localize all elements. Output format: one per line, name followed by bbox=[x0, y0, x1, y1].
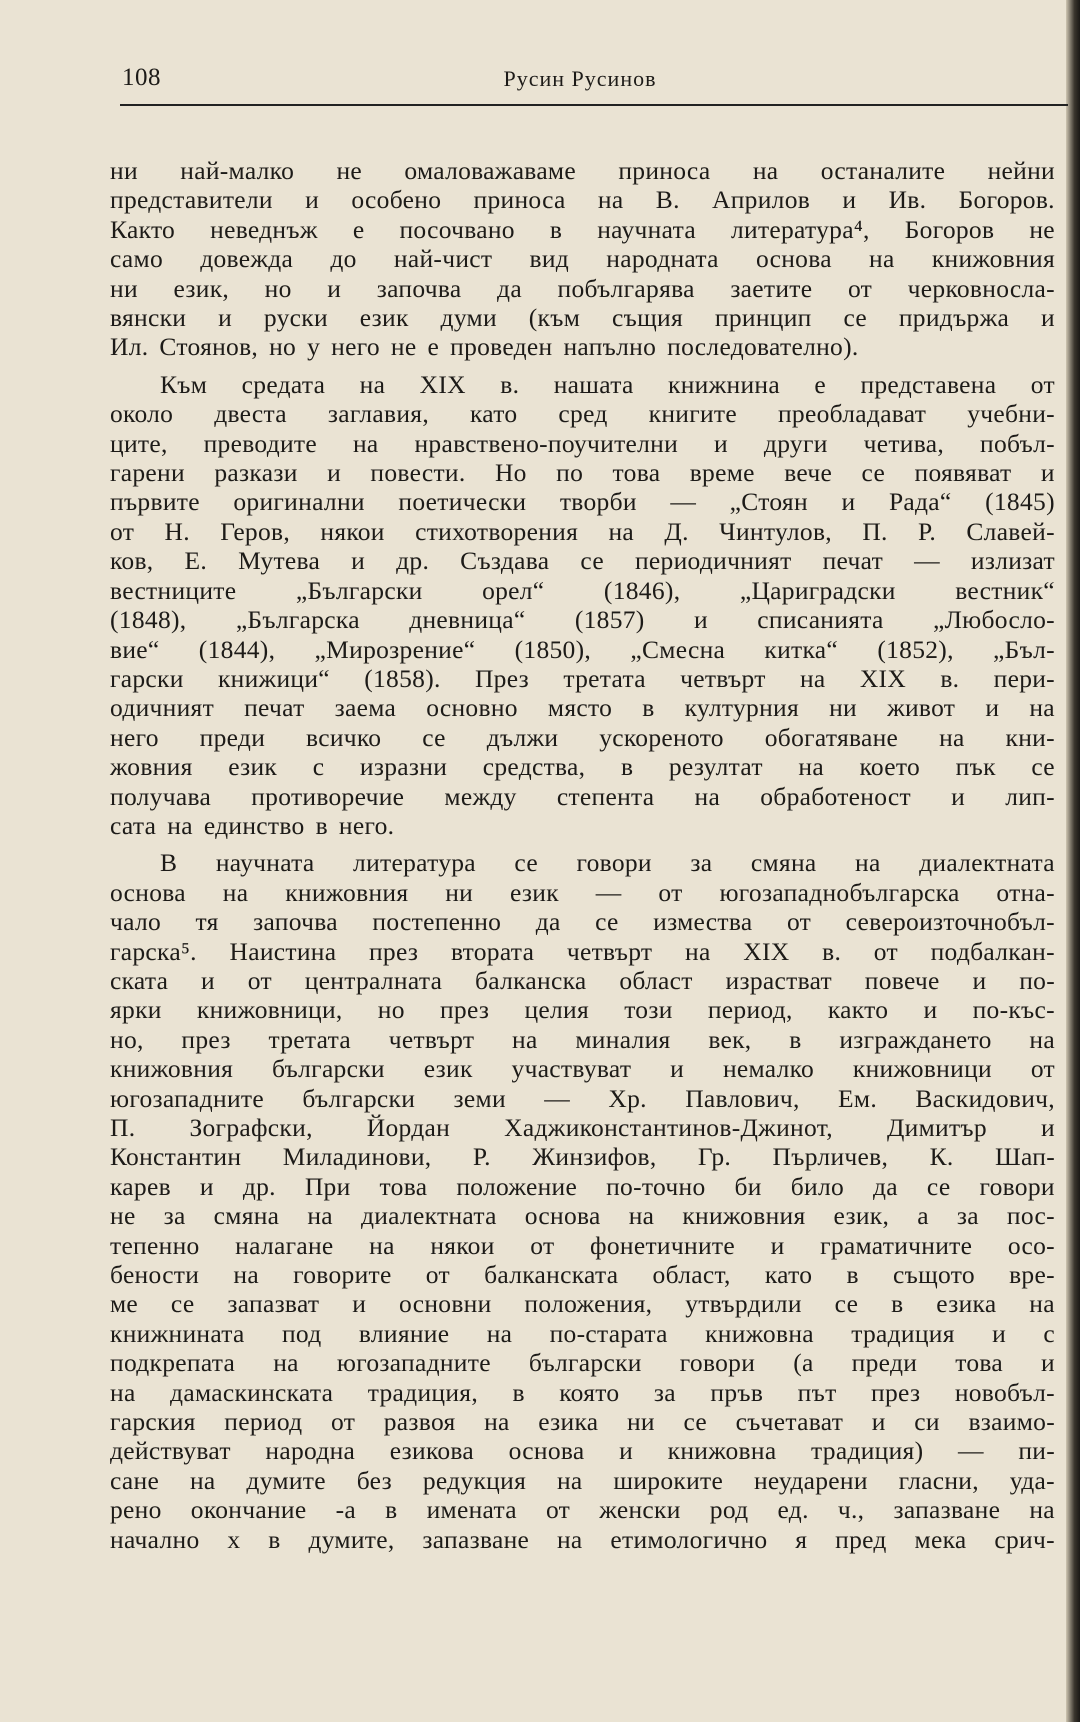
text-line: но, през третата четвърт на миналия век, в изграждането на bbox=[110, 1024, 1055, 1054]
text-line: Както неведнъж е посочвано в научната литература⁴, Богоров не bbox=[110, 214, 1055, 244]
text-line: вестниците „Български орел“ (1846), „Цариградски вестник“ bbox=[110, 575, 1055, 605]
text-line: първите оригинални поетически творби — „Стоян и Рада“ (1845) bbox=[110, 487, 1055, 517]
paragraph bbox=[110, 370, 1055, 841]
text-line: гарски книжици“ (1858). През третата четвърт на XIX в. пери- bbox=[110, 663, 1055, 693]
text-line: начално х в думите, запазване на етимологично я пред мека срич- bbox=[110, 1524, 1055, 1554]
text-line: около двеста заглавия, като сред книгите преобладават учебни- bbox=[110, 399, 1055, 429]
text-line: ков, Е. Мутева и др. Създава се периодичният печат — излизат bbox=[110, 546, 1055, 576]
text-line: сане на думите без редукция на широките неударени гласни, уда- bbox=[110, 1465, 1055, 1495]
text-line: вие“ (1844), „Мирозрение“ (1850), „Смесна китка“ (1852), „Бъл- bbox=[110, 634, 1055, 664]
text-line: карев и др. При това положение по-точно би било да се говори bbox=[110, 1171, 1055, 1201]
text-line: гарени разкази и повести. Но по това време вече се появяват и bbox=[110, 458, 1055, 488]
text-line: на дамаскинската традиция, в която за пръв път през новобъл- bbox=[110, 1377, 1055, 1407]
paragraph bbox=[110, 156, 1055, 362]
text-line: подкрепата на югозападните български говори (а преди това и bbox=[110, 1348, 1055, 1378]
text-line: представители и особено приноса на В. Априлов и Ив. Богоров. bbox=[110, 185, 1055, 215]
text-line: само довежда до най-чист вид народната основа на книжовния bbox=[110, 244, 1055, 274]
text-line: гарска⁵. Наистина през втората четвърт на XIX в. от подбалкан- bbox=[110, 936, 1055, 966]
text-line: бености на говорите от балканската област, като в същото вре- bbox=[110, 1260, 1055, 1290]
text-line: действуват народна езикова основа и книжовна традиция) — пи- bbox=[110, 1436, 1055, 1466]
text-line: ме се запазват и основни положения, утвърдили се в езика на bbox=[110, 1289, 1055, 1319]
text-line: гарския период от развоя на езика ни се съчетават и си взаимо- bbox=[110, 1407, 1055, 1437]
text-line: одичният печат заема основно място в културния ни живот и на bbox=[110, 693, 1055, 723]
text-line: не за смяна на диалектната основа на книжовния език, а за пос- bbox=[110, 1201, 1055, 1231]
paragraph bbox=[110, 848, 1055, 1554]
text-line: ската и от централната балканска област израстват повече и по- bbox=[110, 965, 1055, 995]
text-line: Към средата на XIX в. нашата книжнина е представена от bbox=[160, 369, 1055, 399]
text-line: основа на книжовния ни език — от югозападнобългарска отна- bbox=[110, 877, 1055, 907]
text-line: Ил. Стоянов, но у него не е проведен напълно последователно). bbox=[110, 332, 859, 362]
page-number: 108 bbox=[122, 64, 161, 91]
page-header bbox=[120, 60, 1068, 100]
text-line: рено окончание -а в имената от женски род ед. ч., запазване на bbox=[110, 1495, 1055, 1525]
text-line: тепенно налагане на някои от фонетичните и граматичните осо- bbox=[110, 1230, 1055, 1260]
text-line: П. Зографски, Йордан Хаджиконстантинов-Джинот, Димитър и bbox=[110, 1113, 1055, 1142]
running-title: Русин Русинов bbox=[503, 66, 657, 91]
page-edge-shadow bbox=[1066, 0, 1080, 1722]
text-line: чало тя започва постепенно да се измества от североизточнобъл- bbox=[110, 907, 1055, 937]
text-line: ците, преводите на нравствено-поучителни и други четива, побъл- bbox=[110, 428, 1055, 458]
text-line: него преди всичко се дължи ускореното обогатяване на кни- bbox=[110, 722, 1055, 752]
text-line: Константин Миладинови, Р. Жинзифов, Гр. Пърличев, К. Шап- bbox=[110, 1142, 1055, 1172]
text-line: В научната литература се говори за смяна на диалектната bbox=[160, 848, 1055, 878]
text-line: югозападните български земи — Хр. Павлович, Ем. Васкидович, bbox=[110, 1083, 1055, 1113]
text-line: вянски и руски език думи (към същия принцип се придържа и bbox=[110, 303, 1055, 333]
header-rule bbox=[120, 104, 1068, 106]
text-line: книжнината под влияние на по-старата книжовна традиция и с bbox=[110, 1318, 1055, 1348]
body-text bbox=[110, 156, 1055, 1554]
text-line: книжовния български език участвуват и немалко книжовници от bbox=[110, 1054, 1055, 1084]
text-line: (1848), „Българска дневница“ (1857) и списанията „Любосло- bbox=[110, 605, 1055, 635]
paragraph-gap bbox=[110, 362, 1055, 370]
paragraph-gap bbox=[110, 840, 1055, 848]
text-line: жовния език с изразни средства, в резултат на което пък се bbox=[110, 752, 1055, 782]
text-line: получава противоречие между степента на обработеност и лип- bbox=[110, 781, 1055, 811]
text-line: ярки книжовници, но през целия този период, както и по-къс- bbox=[110, 995, 1055, 1025]
text-line: ни език, но и започва да побългарява заетите от черковносла- bbox=[110, 273, 1055, 303]
text-line: ни най-малко не омаловажаваме приноса на останалите нейни bbox=[110, 156, 1055, 185]
text-line: сата на единство в него. bbox=[110, 810, 395, 840]
text-line: от Н. Геров, някои стихотворения на Д. Чинтулов, П. Р. Славей- bbox=[110, 516, 1055, 546]
